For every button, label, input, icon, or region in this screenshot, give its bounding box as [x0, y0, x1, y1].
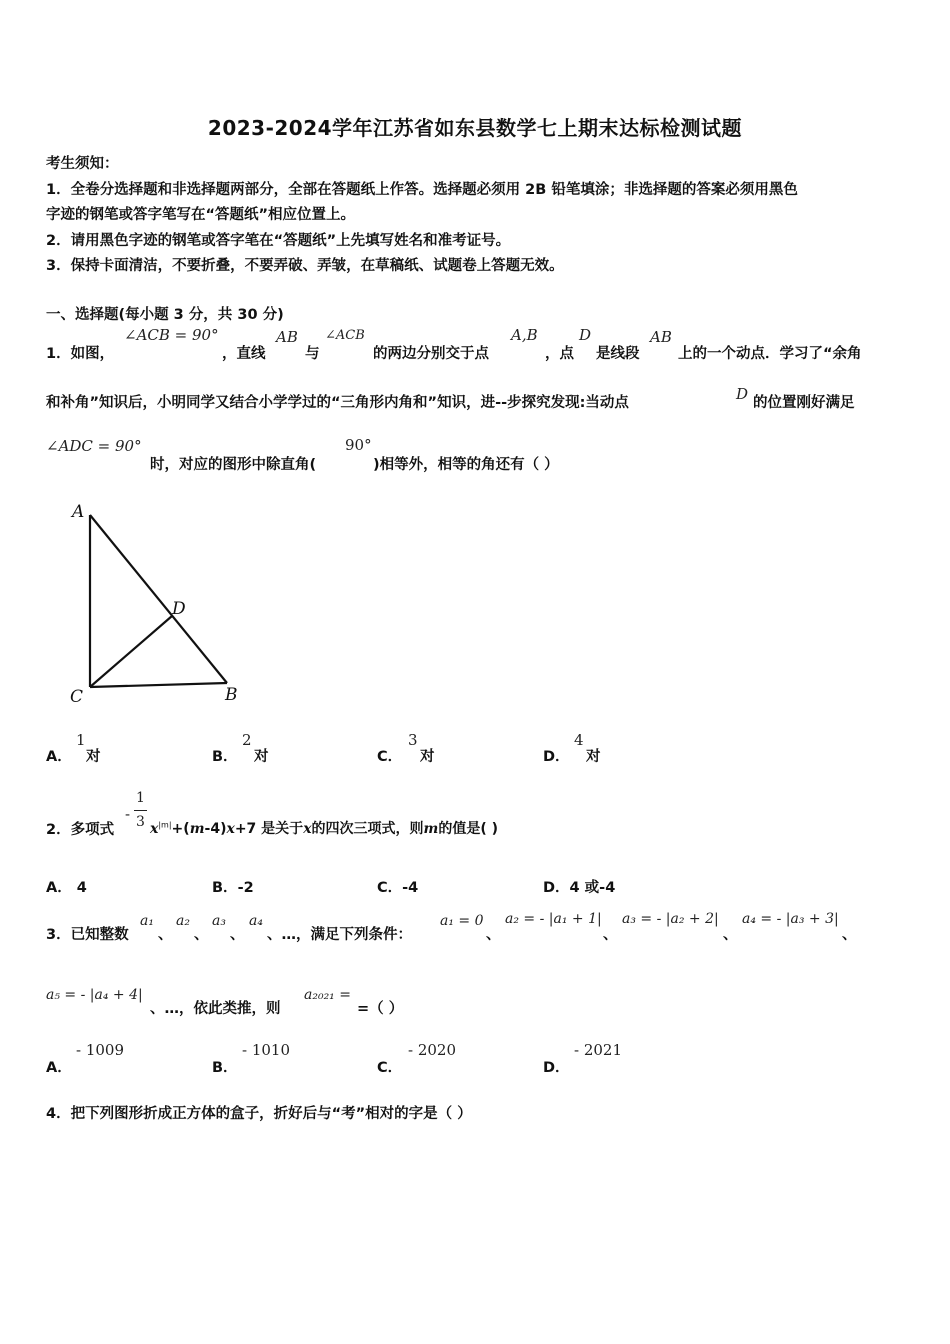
q3-text-1: 3．已知整数	[46, 927, 129, 943]
segment-cb	[90, 683, 227, 687]
q3-sep-3: 、	[230, 927, 245, 943]
label-d: D	[172, 599, 186, 619]
q2-option-b	[212, 876, 254, 897]
q2-option-a-letter: A．	[46, 880, 72, 896]
q2-option-a-value: 4	[76, 880, 87, 896]
notice-line-2: 2．请用黑色字迹的钢笔或答字笔在“答题纸”上先填写姓名和准考证号。	[46, 233, 511, 249]
segment-ab	[90, 515, 227, 683]
q3-text-3: 、…，依此类推，则	[150, 1001, 281, 1017]
q1-math-angle-adc-90: ∠ADC = 90°	[46, 437, 142, 455]
q3-cond-5: a₅ = - |a₄ + 4|	[46, 987, 143, 1003]
q3-text-4: =（ ）	[357, 1001, 404, 1017]
q3-seq-a4: a₄	[249, 913, 263, 929]
q1-option-d-num: 4	[574, 731, 584, 749]
q1-math-a-b: A,B	[511, 326, 538, 344]
q3-cond-6: a₂₀₂₁ =	[304, 987, 351, 1003]
q1-text-5: ，点	[545, 346, 574, 362]
q3-option-c-value: - 2020	[408, 1041, 457, 1059]
q1-option-a-letter: A．	[46, 749, 72, 765]
q2-frac-bar	[134, 810, 147, 811]
q1-math-d-2: D	[736, 385, 749, 403]
notice-heading: 考生须知：	[46, 156, 119, 172]
q3-seq-a3: a₃	[212, 913, 226, 929]
q2-option-d-letter: D．	[543, 880, 570, 896]
q3-cond-3: a₃ = - |a₂ + 2|	[622, 911, 719, 927]
q2-text-3: 的值是( )	[438, 821, 499, 837]
q3-sep-4: 、	[486, 927, 501, 943]
q3-option-c-letter: C．	[377, 1060, 403, 1076]
q3-text-2: 、…，满足下列条件：	[267, 927, 412, 943]
label-b: B	[225, 685, 238, 705]
q2-option-d-value: 4 或-4	[569, 880, 616, 896]
segment-cd	[90, 616, 172, 687]
q2-var-x-3: x	[303, 821, 312, 837]
q3-option-b-letter: B．	[212, 1060, 238, 1076]
q3-sep-1: 、	[158, 927, 173, 943]
q1-option-c-unit: 对	[420, 749, 435, 765]
q2-text-1: 2．多项式	[46, 822, 115, 838]
q1-option-b-letter: B．	[212, 749, 238, 765]
q2-frac-num: 1	[136, 790, 145, 806]
q1-option-d-unit: 对	[586, 749, 601, 765]
q2-var-m: m	[189, 821, 205, 837]
q1-math-angle-acb-90: ∠ACB = 90°	[124, 326, 219, 344]
q2-option-c-letter: C．	[377, 880, 403, 896]
q2-option-b-value: -2	[237, 880, 254, 896]
notice-line-3: 3．保持卡面清洁，不要折叠，不要弄破、弄皱，在草稿纸、试题卷上答题无效。	[46, 258, 564, 274]
q2-option-c-value: -4	[402, 880, 419, 896]
q4-text: 4．把下列图形折成正方体的盒子，折好后与“考”相对的字是（ ）	[46, 1106, 472, 1122]
q2-text-2: 的四次三项式，则	[311, 821, 424, 837]
q1-math-angle-acb: ∠ACB	[325, 328, 365, 343]
q1-text-7: 上的一个动点．学习了“余角	[678, 346, 862, 362]
q2-neg-sign: -	[125, 805, 131, 823]
q1-text-1: 1．如图，	[46, 346, 115, 362]
q1-math-d: D	[579, 326, 592, 344]
q1-text-line3a: 时，对应的图形中除直角(	[150, 457, 317, 473]
q2-var-x-2: x	[226, 821, 235, 837]
q2-option-b-letter: B．	[212, 880, 238, 896]
page-title: 2023-2024学年江苏省如东县数学七上期末达标检测试题	[207, 116, 743, 140]
q1-option-c-num: 3	[408, 731, 418, 749]
q3-option-b-value: - 1010	[242, 1041, 291, 1059]
q3-sep-5: 、	[603, 927, 618, 943]
q3-sep-7: 、	[842, 927, 857, 943]
label-c: C	[70, 687, 84, 707]
notice-line-1b: 字迹的钢笔或答字笔写在“答题纸”相应位置上。	[46, 207, 356, 223]
q2-var-m-2: m	[423, 821, 439, 837]
q1-text-2: ，直线	[222, 346, 266, 362]
q3-cond-2: a₂ = - |a₁ + 1|	[505, 911, 602, 927]
q1-option-c-letter: C．	[377, 749, 403, 765]
q3-option-a-value: - 1009	[76, 1041, 125, 1059]
q1-text-line2b: 的位置刚好满足	[753, 395, 855, 411]
q1-text-4: 的两边分别交于点	[373, 346, 489, 362]
notice-line-1a: 1．全卷分选择题和非选择题两部分，全部在答题纸上作答。选择题必须用 2B 铅笔填涂；非选择题的答案必须用黑色	[46, 182, 798, 198]
q3-sep-2: 、	[194, 927, 209, 943]
q2-var-x: x	[150, 821, 159, 837]
q2-expr-part1: +(	[171, 821, 190, 837]
q2-option-c	[377, 876, 418, 897]
q1-math-ab: AB	[276, 328, 298, 346]
q1-text-3: 与	[305, 346, 320, 362]
q3-option-d-letter: D．	[543, 1060, 570, 1076]
section-heading: 一、选择题(每小题 3 分，共 30 分)	[46, 307, 284, 323]
q3-option-a-letter: A．	[46, 1060, 72, 1076]
q1-text-line3b: )相等外，相等的角还有（ ）	[373, 457, 559, 473]
triangle-figure	[60, 495, 260, 710]
q2-expr-part3: +7 是关于	[234, 821, 304, 837]
q1-option-a-num: 1	[76, 731, 86, 749]
q1-option-d-letter: D．	[543, 749, 570, 765]
q2-exponent: |m|	[158, 820, 172, 830]
q2-expression	[150, 818, 498, 838]
q3-cond-1: a₁ = 0	[440, 913, 484, 929]
q3-sep-6: 、	[723, 927, 738, 943]
q3-option-d-value: - 2021	[574, 1041, 623, 1059]
q1-math-ab-2: AB	[650, 328, 672, 346]
q1-option-b-unit: 对	[254, 749, 269, 765]
q2-frac-den: 3	[136, 814, 145, 830]
q1-text-line2a: 和补角”知识后，小明同学又结合小学学过的“三角形内角和”知识，进--步探究发现:当动点	[46, 395, 629, 411]
q2-expr-part2: -4)	[204, 821, 227, 837]
q3-seq-a2: a₂	[176, 913, 190, 929]
q2-option-d	[543, 876, 615, 897]
q1-option-a-unit: 对	[86, 749, 101, 765]
q1-text-6: 是线段	[596, 346, 640, 362]
q3-cond-4: a₄ = - |a₃ + 3|	[742, 911, 839, 927]
q3-seq-a1: a₁	[140, 913, 154, 929]
q1-option-b-num: 2	[242, 731, 252, 749]
label-a: A	[72, 502, 85, 522]
q2-option-a	[46, 876, 87, 897]
q1-math-90: 90°	[345, 436, 372, 454]
